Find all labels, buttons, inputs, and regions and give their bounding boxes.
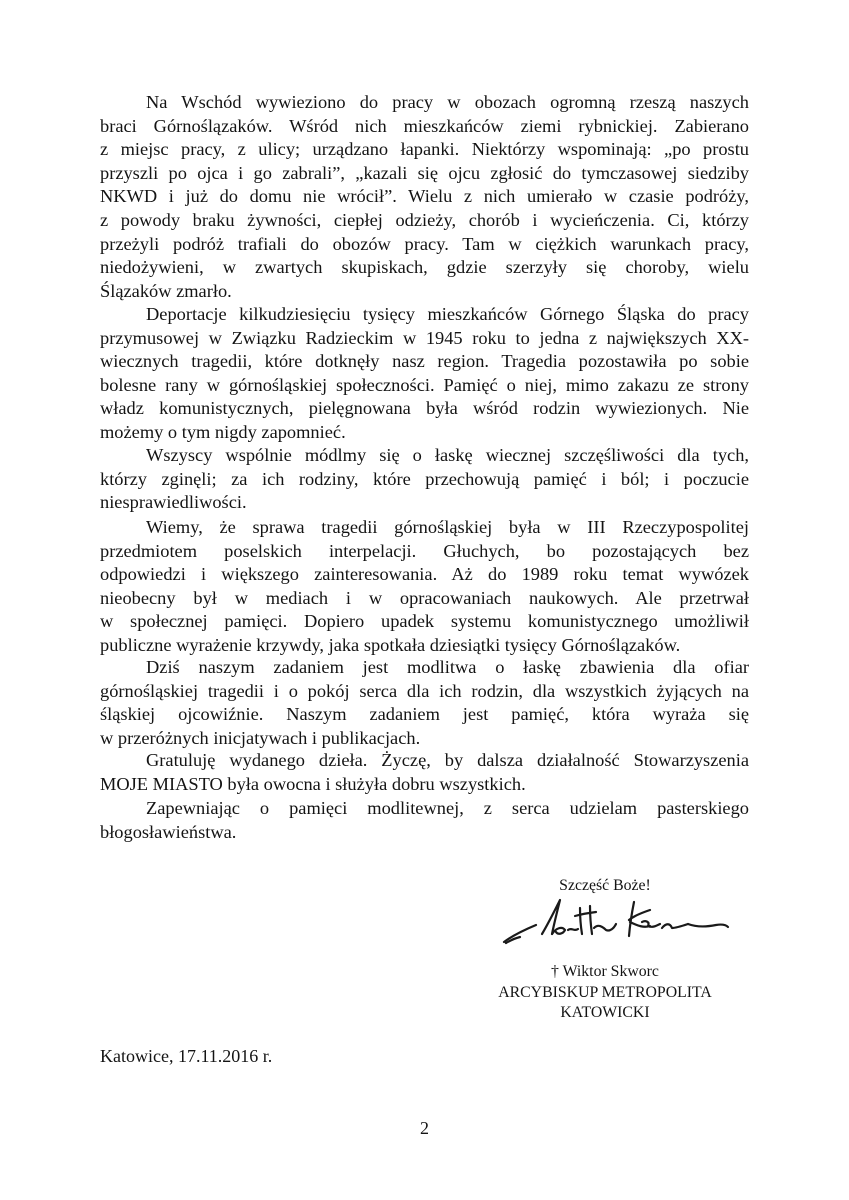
paragraph-line: wiecznych tragedii, które dotknęły nasz region. Tragedia pozostawiła po sobie [100, 351, 749, 372]
paragraph-line: Na Wschód wywieziono do pracy w obozach ogromną rzeszą naszych [146, 92, 749, 112]
signatory-diocese: KATOWICKI [560, 1004, 650, 1021]
paragraph-line: Wiemy, że sprawa tragedii górnośląskiej była w III Rzeczypospolitej [146, 517, 749, 537]
paragraph-line: bolesne rany w górnośląskiej społeczności. Pamięć o niej, mimo zakazu ze strony [100, 374, 749, 395]
date-line: Katowice, 17.11.2016 r. [100, 1046, 273, 1066]
paragraph-line: władz komunistycznych, pielęgnowana była wśród rodzin wywiezionych. Nie [100, 398, 749, 419]
paragraph-line: Ślązaków zmarło. [100, 280, 232, 301]
paragraph-line: błogosławieństwa. [100, 821, 237, 842]
signatory-title: ARCYBISKUP METROPOLITA [498, 984, 712, 1001]
paragraph-line: Wszyscy wspólnie módlmy się o łaskę wiecznej szczęśliwości dla tych, [146, 445, 749, 465]
paragraph-line: możemy o tym nigdy zapomnieć. [100, 422, 346, 442]
paragraph-line: przeżyli podróż trafiali do obozów pracy. Tam w ciężkich warunkach pracy, [100, 233, 749, 254]
paragraph-line: górnośląskiej tragedii i o pokój serca dla ich rodzin, dla wszystkich żyjących na [100, 680, 749, 701]
paragraph-line: którzy zginęli; za ich rodziny, które przechowują pamięć i ból; i poczucie [100, 468, 749, 489]
paragraph-line: Deportacje kilkudziesięciu tysięcy mieszkańców Górnego Śląska do pracy [146, 304, 749, 324]
paragraph-line: w przeróżnych inicjatywach i publikacjach. [100, 727, 421, 748]
handwritten-signature-icon [502, 894, 730, 952]
paragraph-line: Zapewniając o pamięci modlitewnej, z serca udzielam pasterskiego [146, 798, 749, 818]
closing-greeting: Szczęść Boże! [559, 877, 651, 894]
paragraph-line: przedmiotem poselskich interpelacji. Głuchych, bo pozostających bez [100, 540, 749, 561]
paragraph-line: braci Górnoślązaków. Wśród nich mieszkańców ziemi rybnickiej. Zabierano [100, 115, 749, 136]
paragraph-line: przymusowej w Związku Radzieckim w 1945 roku to jedna z największych XX- [100, 327, 749, 348]
paragraph-line: z miejsc pracy, z ulicy; urządzano łapanki. Niektórzy wspominają: „po prostu [100, 139, 749, 160]
paragraph-line: NKWD i już do domu nie wrócił”. Wielu z nich umierało w czasie podróży, [100, 186, 749, 207]
signatory-name: † Wiktor Skworc [551, 963, 659, 980]
paragraph-line: MOJE MIASTO była owocna i służyła dobru wszystkich. [100, 773, 526, 794]
paragraph-line: Gratuluję wydanego dzieła. Życzę, by dalsza działalność Stowarzyszenia [146, 750, 749, 770]
paragraph-line: z powody braku żywności, ciepłej odzieży, chorób i wycieńczenia. Ci, którzy [100, 210, 749, 230]
paragraph-line: niedożywieni, w zwartych skupiskach, gdzie szerzyły się choroby, wielu [100, 257, 749, 278]
paragraph-line: publiczne wyrażenie krzywdy, jaka spotkała dziesiątki tysięcy Górnoślązaków. [100, 635, 681, 655]
paragraph-line: nieobecny był w mediach i w opracowaniach naukowych. Ale przetrwał [100, 587, 749, 608]
paragraph-line: w społecznej pamięci. Dopiero upadek systemu komunistycznego umożliwił [100, 611, 749, 632]
paragraph-line: niesprawiedliwości. [100, 492, 247, 513]
paragraph-line: Dziś naszym zadaniem jest modlitwa o łaskę zbawienia dla ofiar [146, 657, 749, 677]
paragraph-line: przyszli po ojca i go zabrali”, „kazali się ojcu zgłosić do tymczasowej siedziby [100, 162, 749, 183]
paragraph-line: śląskiej ojcowiźnie. Naszym zadaniem jest pamięć, która wyraża się [100, 704, 749, 725]
page-number: 2 [420, 1118, 429, 1138]
paragraph-line: odpowiedzi i większego zainteresowania. Aż do 1989 roku temat wywózek [100, 564, 749, 585]
